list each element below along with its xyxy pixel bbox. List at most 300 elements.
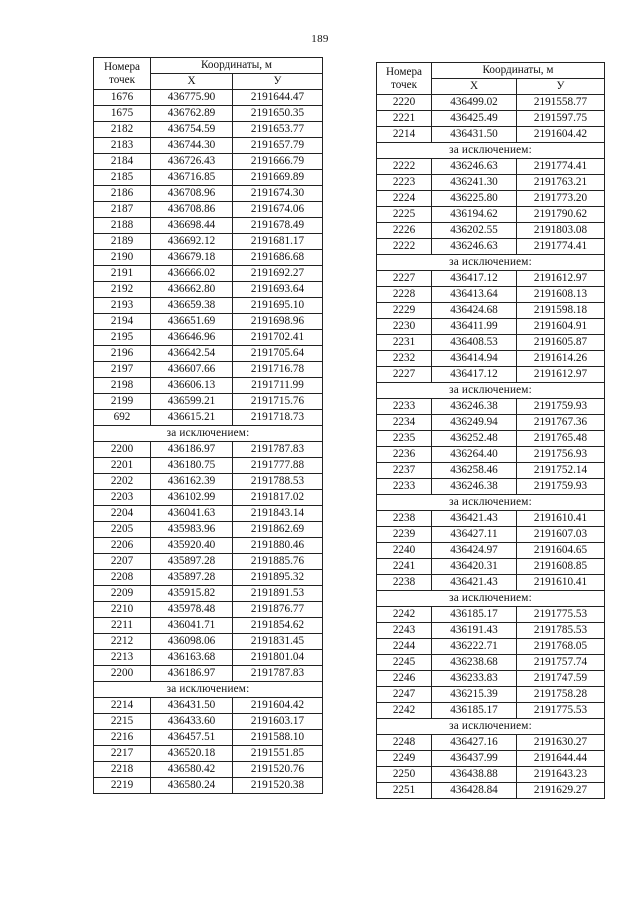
x-coordinate-cell: 436186.97 (151, 442, 233, 458)
y-coordinate-cell: 2191669.89 (233, 170, 323, 186)
x-coordinate-cell: 435983.96 (151, 522, 233, 538)
x-coordinate-cell: 436241.30 (432, 175, 517, 191)
table-row (377, 303, 605, 319)
y-coordinate-cell: 2191650.35 (233, 106, 323, 122)
y-coordinate-cell: 2191614.26 (517, 351, 605, 367)
exclusion-label: за исключением: (377, 719, 605, 735)
x-coordinate-cell: 436191.43 (432, 623, 517, 639)
y-coordinate-cell: 2191891.53 (233, 586, 323, 602)
table-row (377, 511, 605, 527)
point-number-cell: 2194 (94, 314, 151, 330)
exclusion-row (377, 719, 605, 735)
point-number-cell: 2207 (94, 554, 151, 570)
y-coordinate-cell: 2191768.05 (517, 639, 605, 655)
x-coordinate-cell: 436186.97 (151, 666, 233, 682)
point-number-cell: 2193 (94, 298, 151, 314)
point-number-cell: 2234 (377, 415, 432, 431)
point-number-cell: 2230 (377, 319, 432, 335)
y-coordinate-cell: 2191843.14 (233, 506, 323, 522)
x-coordinate-cell: 436580.42 (151, 762, 233, 778)
x-coordinate-cell: 436225.80 (432, 191, 517, 207)
x-coordinate-cell: 436233.83 (432, 671, 517, 687)
table-row (94, 250, 323, 266)
x-coordinate-cell: 436258.46 (432, 463, 517, 479)
y-coordinate-cell: 2191693.64 (233, 282, 323, 298)
table-row (94, 298, 323, 314)
table-row (94, 474, 323, 490)
point-number-cell: 2237 (377, 463, 432, 479)
exclusion-label: за исключением: (94, 682, 323, 698)
point-number-cell: 2228 (377, 287, 432, 303)
y-coordinate-cell: 2191785.53 (517, 623, 605, 639)
y-coordinate-cell: 2191612.97 (517, 271, 605, 287)
x-coordinate-cell: 436646.96 (151, 330, 233, 346)
x-coordinate-cell: 436102.99 (151, 490, 233, 506)
table-row (94, 330, 323, 346)
y-coordinate-cell: 2191775.53 (517, 703, 605, 719)
table-row (94, 442, 323, 458)
y-coordinate-cell: 2191520.76 (233, 762, 323, 778)
table-row (94, 218, 323, 234)
exclusion-row (94, 426, 323, 442)
table-row (94, 762, 323, 778)
y-coordinate-cell: 2191774.41 (517, 159, 605, 175)
x-coordinate-cell: 436762.89 (151, 106, 233, 122)
point-number-cell: 2183 (94, 138, 151, 154)
x-coordinate-cell: 436716.85 (151, 170, 233, 186)
point-number-cell: 2233 (377, 399, 432, 415)
y-coordinate-cell: 2191604.91 (517, 319, 605, 335)
point-number-cell: 2251 (377, 783, 432, 799)
point-number-cell: 2206 (94, 538, 151, 554)
table-body (94, 90, 323, 794)
y-coordinate-cell: 2191666.79 (233, 154, 323, 170)
y-coordinate-cell: 2191653.77 (233, 122, 323, 138)
point-number-cell: 2249 (377, 751, 432, 767)
table-row (94, 234, 323, 250)
table-row (377, 127, 605, 143)
point-number-cell: 2190 (94, 250, 151, 266)
table-row (94, 282, 323, 298)
table-row (377, 319, 605, 335)
point-number-cell: 2210 (94, 602, 151, 618)
y-coordinate-cell: 2191758.28 (517, 687, 605, 703)
table-row (377, 463, 605, 479)
x-coordinate-cell: 436708.86 (151, 202, 233, 218)
y-coordinate-cell: 2191787.83 (233, 442, 323, 458)
point-number-cell: 2248 (377, 735, 432, 751)
table-row (377, 367, 605, 383)
point-number-cell: 2184 (94, 154, 151, 170)
table-row (377, 703, 605, 719)
table-row (377, 687, 605, 703)
x-coordinate-cell: 436202.55 (432, 223, 517, 239)
table-row (94, 378, 323, 394)
x-coordinate-cell: 436185.17 (432, 607, 517, 623)
table-row (94, 506, 323, 522)
y-coordinate-cell: 2191674.06 (233, 202, 323, 218)
point-number-cell: 2241 (377, 559, 432, 575)
table-row (377, 399, 605, 415)
table-row (94, 522, 323, 538)
point-number-cell: 2211 (94, 618, 151, 634)
point-number-cell: 2192 (94, 282, 151, 298)
point-number-cell: 2245 (377, 655, 432, 671)
table-row (377, 543, 605, 559)
point-number-cell: 2205 (94, 522, 151, 538)
point-number-cell: 2219 (94, 778, 151, 794)
x-coordinate-cell: 436726.43 (151, 154, 233, 170)
table-row (94, 186, 323, 202)
y-coordinate-cell: 2191787.83 (233, 666, 323, 682)
table-row (94, 90, 323, 106)
y-coordinate-cell: 2191759.93 (517, 479, 605, 495)
coordinates-table-left (93, 57, 323, 794)
x-coordinate-cell: 436185.17 (432, 703, 517, 719)
point-number-cell: 2233 (377, 479, 432, 495)
y-coordinate-cell: 2191686.68 (233, 250, 323, 266)
x-coordinate-cell: 436615.21 (151, 410, 233, 426)
x-coordinate-cell: 436420.31 (432, 559, 517, 575)
table-row (377, 95, 605, 111)
table-body (377, 95, 605, 799)
table-row (94, 538, 323, 554)
table-row (377, 111, 605, 127)
x-coordinate-cell: 436163.68 (151, 650, 233, 666)
x-coordinate-cell: 436411.99 (432, 319, 517, 335)
table-row (94, 490, 323, 506)
table-row (94, 602, 323, 618)
y-coordinate-cell: 2191876.77 (233, 602, 323, 618)
x-coordinate-cell: 436428.84 (432, 783, 517, 799)
x-coordinate-cell: 435920.40 (151, 538, 233, 554)
point-number-cell: 2186 (94, 186, 151, 202)
table-row (377, 783, 605, 799)
y-coordinate-cell: 2191715.76 (233, 394, 323, 410)
x-coordinate-cell: 436431.50 (432, 127, 517, 143)
table-row (377, 287, 605, 303)
y-coordinate-cell: 2191774.41 (517, 239, 605, 255)
y-coordinate-cell: 2191767.36 (517, 415, 605, 431)
point-number-cell: 2201 (94, 458, 151, 474)
y-coordinate-cell: 2191604.42 (517, 127, 605, 143)
point-number-cell: 2229 (377, 303, 432, 319)
x-coordinate-cell: 436424.97 (432, 543, 517, 559)
table-row (377, 335, 605, 351)
x-coordinate-cell: 435897.28 (151, 570, 233, 586)
y-coordinate-cell: 2191705.64 (233, 346, 323, 362)
points-column-header (94, 58, 151, 90)
y-coordinate-cell: 2191716.78 (233, 362, 323, 378)
y-column-header: У (233, 74, 323, 90)
x-coordinate-cell: 436098.06 (151, 634, 233, 650)
x-coordinate-cell: 436246.38 (432, 399, 517, 415)
coordinates-header: Координаты, м (432, 63, 605, 79)
exclusion-label: за исключением: (377, 143, 605, 159)
x-coordinate-cell: 436264.40 (432, 447, 517, 463)
point-number-cell: 2216 (94, 730, 151, 746)
x-coordinate-cell: 436246.63 (432, 159, 517, 175)
table-row (377, 239, 605, 255)
point-number-cell: 2209 (94, 586, 151, 602)
coordinates-header: Координаты, м (151, 58, 323, 74)
y-coordinate-cell: 2191607.03 (517, 527, 605, 543)
y-coordinate-cell: 2191610.41 (517, 511, 605, 527)
table-row (94, 570, 323, 586)
table-row (377, 639, 605, 655)
table-row (94, 266, 323, 282)
x-coordinate-cell: 436421.43 (432, 575, 517, 591)
point-number-cell: 2227 (377, 367, 432, 383)
y-coordinate-cell: 2191558.77 (517, 95, 605, 111)
points-header-line2: точек (390, 78, 418, 91)
point-number-cell: 2240 (377, 543, 432, 559)
table-header (94, 58, 323, 90)
table-row (377, 431, 605, 447)
y-coordinate-cell: 2191895.32 (233, 570, 323, 586)
table-row (377, 559, 605, 575)
page-number: 189 (311, 33, 329, 45)
x-coordinate-cell: 436408.53 (432, 335, 517, 351)
point-number-cell: 2221 (377, 111, 432, 127)
point-number-cell: 2208 (94, 570, 151, 586)
point-number-cell: 2197 (94, 362, 151, 378)
x-coordinate-cell: 436421.43 (432, 511, 517, 527)
point-number-cell: 2189 (94, 234, 151, 250)
x-coordinate-cell: 436252.48 (432, 431, 517, 447)
table-row (94, 666, 323, 682)
point-number-cell: 2217 (94, 746, 151, 762)
table-row (94, 554, 323, 570)
y-coordinate-cell: 2191597.75 (517, 111, 605, 127)
table-row (377, 175, 605, 191)
x-coordinate-cell: 436180.75 (151, 458, 233, 474)
table-row (377, 527, 605, 543)
point-number-cell: 2227 (377, 271, 432, 287)
point-number-cell: 2203 (94, 490, 151, 506)
point-number-cell: 2182 (94, 122, 151, 138)
y-coordinate-cell: 2191644.47 (233, 90, 323, 106)
table-row (377, 447, 605, 463)
x-coordinate-cell: 436679.18 (151, 250, 233, 266)
x-coordinate-cell: 436162.39 (151, 474, 233, 490)
point-number-cell: 2185 (94, 170, 151, 186)
table-row (94, 362, 323, 378)
x-coordinate-cell: 435897.28 (151, 554, 233, 570)
y-coordinate-cell: 2191788.53 (233, 474, 323, 490)
x-coordinate-cell: 436246.63 (432, 239, 517, 255)
y-coordinate-cell: 2191630.27 (517, 735, 605, 751)
exclusion-label: за исключением: (94, 426, 323, 442)
x-coordinate-cell: 436499.02 (432, 95, 517, 111)
x-coordinate-cell: 436666.02 (151, 266, 233, 282)
y-coordinate-cell: 2191604.65 (517, 543, 605, 559)
table-row (377, 415, 605, 431)
x-coordinate-cell: 436662.80 (151, 282, 233, 298)
exclusion-label: за исключением: (377, 495, 605, 511)
table-row (94, 394, 323, 410)
point-number-cell: 2224 (377, 191, 432, 207)
y-coordinate-cell: 2191695.10 (233, 298, 323, 314)
x-coordinate-cell: 436642.54 (151, 346, 233, 362)
points-header-line1: Номера (103, 60, 141, 73)
point-number-cell: 2244 (377, 639, 432, 655)
y-column-header: У (517, 79, 605, 95)
x-coordinate-cell: 436520.18 (151, 746, 233, 762)
point-number-cell: 2191 (94, 266, 151, 282)
point-number-cell: 2204 (94, 506, 151, 522)
point-number-cell: 2238 (377, 575, 432, 591)
x-coordinate-cell: 436754.59 (151, 122, 233, 138)
x-coordinate-cell: 436698.44 (151, 218, 233, 234)
x-coordinate-cell: 436708.96 (151, 186, 233, 202)
point-number-cell: 2212 (94, 634, 151, 650)
x-coordinate-cell: 436238.68 (432, 655, 517, 671)
y-coordinate-cell: 2191773.20 (517, 191, 605, 207)
table-row (377, 223, 605, 239)
y-coordinate-cell: 2191674.30 (233, 186, 323, 202)
x-coordinate-cell: 436427.16 (432, 735, 517, 751)
y-coordinate-cell: 2191643.23 (517, 767, 605, 783)
y-coordinate-cell: 2191777.88 (233, 458, 323, 474)
point-number-cell: 2239 (377, 527, 432, 543)
points-header-line1: Номера (385, 65, 423, 78)
y-coordinate-cell: 2191678.49 (233, 218, 323, 234)
table-row (377, 671, 605, 687)
x-coordinate-cell: 436692.12 (151, 234, 233, 250)
y-coordinate-cell: 2191757.74 (517, 655, 605, 671)
point-number-cell: 2200 (94, 666, 151, 682)
x-coordinate-cell: 436417.12 (432, 367, 517, 383)
table-row (377, 735, 605, 751)
table-row (377, 623, 605, 639)
y-coordinate-cell: 2191759.93 (517, 399, 605, 415)
x-column-header: X (432, 79, 517, 95)
x-coordinate-cell: 436775.90 (151, 90, 233, 106)
point-number-cell: 2235 (377, 431, 432, 447)
x-coordinate-cell: 436744.30 (151, 138, 233, 154)
x-coordinate-cell: 436413.64 (432, 287, 517, 303)
y-coordinate-cell: 2191803.08 (517, 223, 605, 239)
point-number-cell: 2250 (377, 767, 432, 783)
table-row (94, 458, 323, 474)
point-number-cell: 2196 (94, 346, 151, 362)
y-coordinate-cell: 2191608.13 (517, 287, 605, 303)
table-row (94, 586, 323, 602)
y-coordinate-cell: 2191598.18 (517, 303, 605, 319)
point-number-cell: 2188 (94, 218, 151, 234)
x-coordinate-cell: 435978.48 (151, 602, 233, 618)
x-coordinate-cell: 436580.24 (151, 778, 233, 794)
point-number-cell: 2199 (94, 394, 151, 410)
table-row (94, 138, 323, 154)
y-coordinate-cell: 2191880.46 (233, 538, 323, 554)
point-number-cell: 2231 (377, 335, 432, 351)
y-coordinate-cell: 2191765.48 (517, 431, 605, 447)
y-coordinate-cell: 2191692.27 (233, 266, 323, 282)
exclusion-row (377, 143, 605, 159)
table-row (94, 106, 323, 122)
point-number-cell: 2214 (94, 698, 151, 714)
table-row (94, 314, 323, 330)
point-number-cell: 2232 (377, 351, 432, 367)
point-number-cell: 2236 (377, 447, 432, 463)
x-coordinate-cell: 435915.82 (151, 586, 233, 602)
table-header (377, 63, 605, 95)
y-coordinate-cell: 2191752.14 (517, 463, 605, 479)
point-number-cell: 2222 (377, 239, 432, 255)
table-row (94, 122, 323, 138)
table-row (94, 202, 323, 218)
exclusion-row (94, 682, 323, 698)
table-row (94, 410, 323, 426)
y-coordinate-cell: 2191605.87 (517, 335, 605, 351)
y-coordinate-cell: 2191718.73 (233, 410, 323, 426)
coordinates-table-right (376, 62, 605, 799)
table-row (94, 714, 323, 730)
x-coordinate-cell: 436222.71 (432, 639, 517, 655)
y-coordinate-cell: 2191747.59 (517, 671, 605, 687)
exclusion-row (377, 591, 605, 607)
y-coordinate-cell: 2191763.21 (517, 175, 605, 191)
x-coordinate-cell: 436457.51 (151, 730, 233, 746)
table-row (377, 575, 605, 591)
y-coordinate-cell: 2191520.38 (233, 778, 323, 794)
x-coordinate-cell: 436606.13 (151, 378, 233, 394)
exclusion-row (377, 255, 605, 271)
table-row (377, 191, 605, 207)
x-coordinate-cell: 436431.50 (151, 698, 233, 714)
table-row (94, 618, 323, 634)
y-coordinate-cell: 2191817.02 (233, 490, 323, 506)
table-row (377, 207, 605, 223)
x-coordinate-cell: 436599.21 (151, 394, 233, 410)
points-column-header (377, 63, 432, 95)
table-row (377, 159, 605, 175)
point-number-cell: 2187 (94, 202, 151, 218)
y-coordinate-cell: 2191775.53 (517, 607, 605, 623)
x-coordinate-cell: 436427.11 (432, 527, 517, 543)
table-row (94, 698, 323, 714)
point-number-cell: 692 (94, 410, 151, 426)
y-coordinate-cell: 2191657.79 (233, 138, 323, 154)
point-number-cell: 2223 (377, 175, 432, 191)
exclusion-row (377, 495, 605, 511)
table-row (94, 730, 323, 746)
point-number-cell: 2238 (377, 511, 432, 527)
table-row (94, 634, 323, 650)
y-coordinate-cell: 2191588.10 (233, 730, 323, 746)
point-number-cell: 2215 (94, 714, 151, 730)
point-number-cell: 2222 (377, 159, 432, 175)
point-number-cell: 2200 (94, 442, 151, 458)
point-number-cell: 2242 (377, 703, 432, 719)
y-coordinate-cell: 2191608.85 (517, 559, 605, 575)
point-number-cell: 2246 (377, 671, 432, 687)
y-coordinate-cell: 2191801.04 (233, 650, 323, 666)
y-coordinate-cell: 2191862.69 (233, 522, 323, 538)
x-coordinate-cell: 436424.68 (432, 303, 517, 319)
table-row (94, 154, 323, 170)
x-coordinate-cell: 436651.69 (151, 314, 233, 330)
y-coordinate-cell: 2191604.42 (233, 698, 323, 714)
y-coordinate-cell: 2191702.41 (233, 330, 323, 346)
point-number-cell: 1675 (94, 106, 151, 122)
y-coordinate-cell: 2191612.97 (517, 367, 605, 383)
table-row (94, 650, 323, 666)
x-coordinate-cell: 436607.66 (151, 362, 233, 378)
point-number-cell: 2225 (377, 207, 432, 223)
